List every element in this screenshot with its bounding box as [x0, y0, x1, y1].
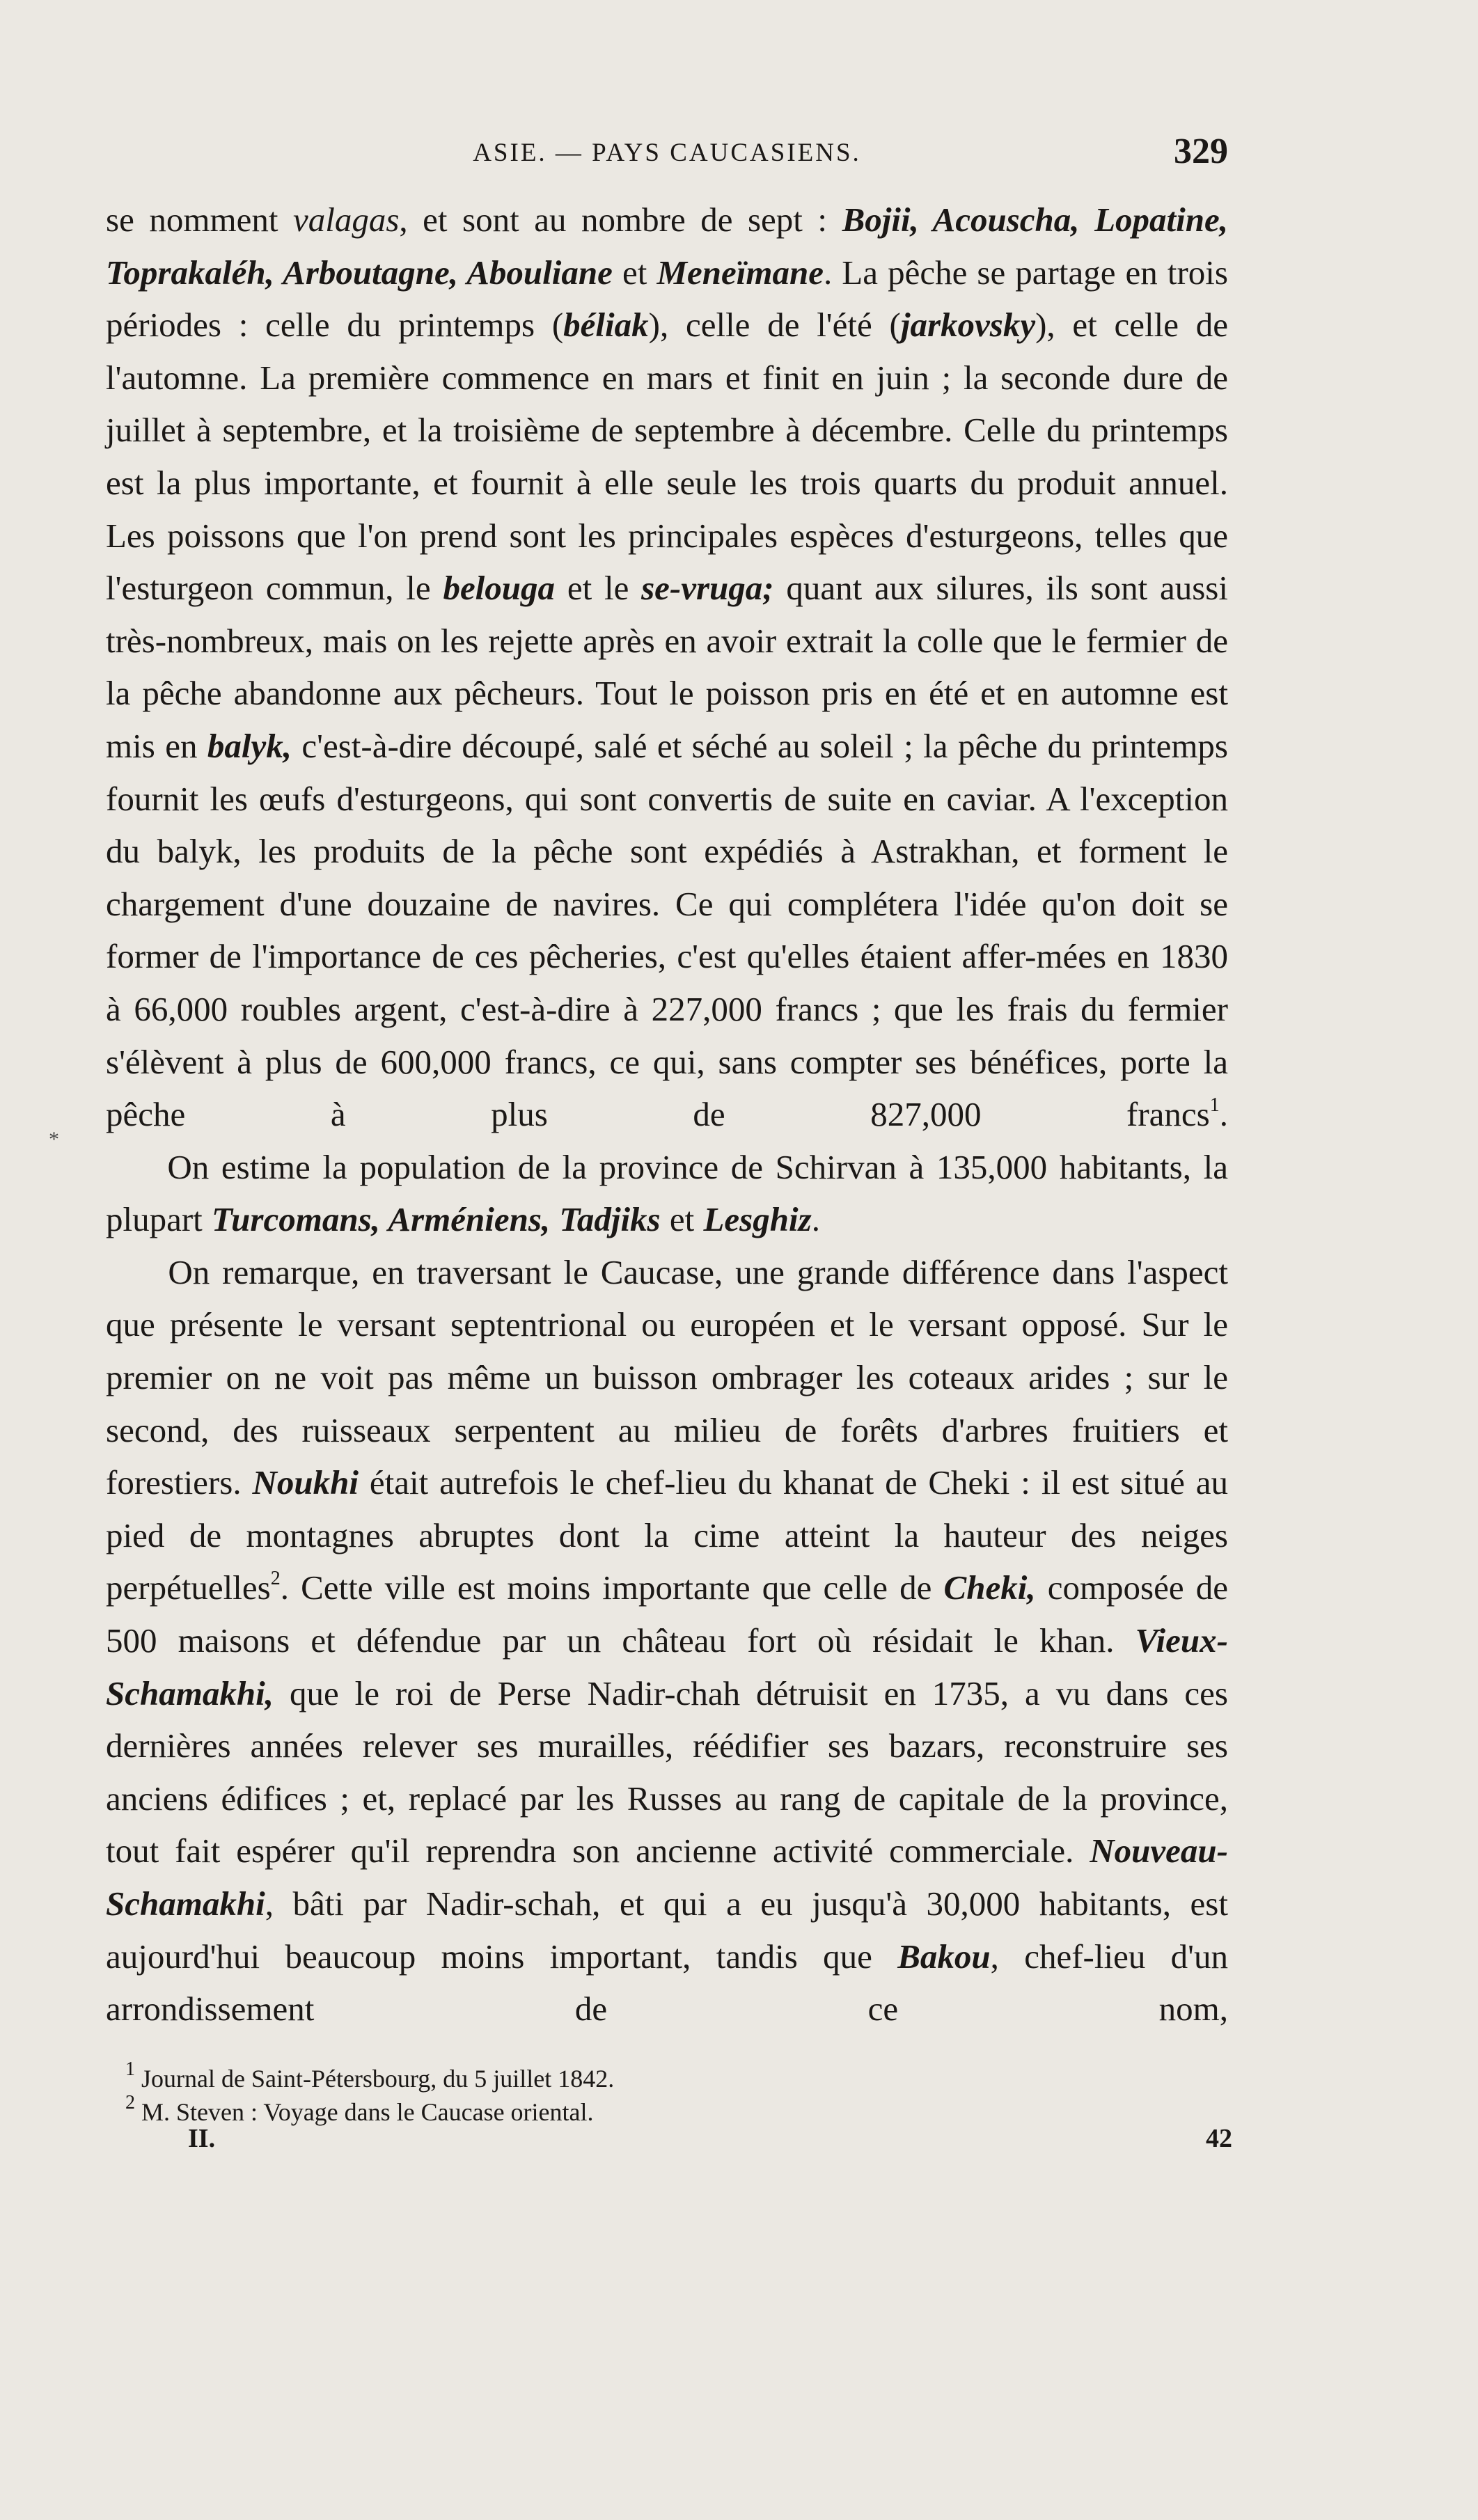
paragraph-2: [106, 1141, 1228, 1246]
text-run: , et sont au nombre de sept :: [399, 200, 842, 239]
text-run: et: [660, 1200, 704, 1239]
margin-mark: *: [49, 1128, 59, 1151]
fish-term: balyk,: [207, 726, 292, 765]
text-run: .: [1219, 1095, 1228, 1134]
text-run: ), et celle de l'automne. La première commence en mars et finit en juin ; la seconde dure de juillet à septembre, et la troisième de septembre à décembre. Celle du printemps est la plus importante, et fournit à elle seule les trois quarts du produit annuel. Les poissons que l'on prend sont les principales espèces d'esturgeons, telles que l'esturgeon commun, le: [106, 306, 1228, 608]
page-header: [106, 131, 1228, 180]
fishery-names: Bojii, Acouscha, Lopatine, Toprakaléh, Arboutagne, Abouliane: [106, 200, 1228, 292]
text-run: quant aux silures, ils sont aussi très-nombreux, mais on les rejette après en avoir extrait la colle que le fermier de la pêche abandonne aux pêcheurs. Tout le poisson pris en été et en automne est mis en: [106, 569, 1228, 765]
footnotes: [125, 2058, 1228, 2129]
text-run: composée de 500 maisons et défendue par un château fort où résidait le khan.: [106, 1568, 1228, 1660]
footnote-ref: 1: [1209, 1094, 1220, 1116]
paragraph-1: [106, 194, 1228, 1141]
fishery-name: Meneïmane: [657, 253, 824, 292]
footnote-1: [125, 2058, 1228, 2095]
fish-term: valagas: [292, 200, 400, 239]
paragraph-3: [106, 1246, 1228, 2035]
text-run: . Cette ville est moins importante que celle de: [280, 1568, 944, 1607]
text-run: On remarque, en traversant le Caucase, une grande différence dans l'aspect que présente le versant septentrional ou européen et le versant opposé. Sur le premier on ne voit pas même un buisson ombrager les coteaux arides ; sur le second, des ruisseaux serpentent au milieu de forêts d'arbres fruitiers et forestiers.: [106, 1252, 1229, 1502]
place-name: Bakou: [897, 1937, 991, 1976]
fish-term: se-vruga;: [641, 569, 774, 608]
text-run: . La pêche se partage en trois périodes : celle du printemps (: [106, 253, 1228, 345]
text-run: que le roi de Perse Nadir-chah détruisit en 1735, a vu dans ces dernières années relever ses murailles, réédifier ses bazars, reconstruire ses anciens édifices ; et, replacé par les Russes au rang de capitale de la province, tout fait espérer qu'il reprendra son ancienne activité commerciale.: [106, 1674, 1228, 1871]
footnote-text: M. Steven : Voyage dans le Caucase oriental.: [141, 2098, 594, 2126]
people-name: Lesghiz: [703, 1200, 812, 1239]
footnote-marker: 1: [125, 2058, 135, 2080]
text-run: se nomment: [106, 200, 293, 239]
season-term: béliak: [563, 306, 649, 345]
running-title: ASIE. — PAYS CAUCASIENS.: [473, 139, 861, 167]
place-name: Cheki,: [943, 1568, 1036, 1607]
text-run: et le: [555, 569, 642, 608]
signature-gathering: 42: [1206, 2124, 1232, 2153]
season-term: jarkovsky: [900, 306, 1036, 345]
place-name: Vieux-Schamakhi,: [106, 1621, 1228, 1712]
body-text: [106, 194, 1228, 2035]
printer-signature: [188, 2123, 1232, 2165]
text-run: ), celle de l'été (: [648, 306, 901, 345]
text-run: c'est-à-dire découpé, salé et séché au soleil ; la pêche du printemps fournit les œufs d'esturgeons, qui sont convertis de suite en caviar. A l'exception du balyk, les produits de la pêche sont expédiés à Astrakhan, et forment le chargement d'une douzaine de navires. Ce qui complétera l'idée qu'on doit se former de l'importance de ces pêcheries, c'est qu'elles étaient affer-mées en 1830 à 66,000 roubles argent, c'est-à-dire à 227,000 francs ; que les frais du fermier s'élèvent à plus de 600,000 francs, ce qui, sans compter ses bénéfices, porte la pêche à plus de 827,000 francs: [106, 726, 1228, 1134]
people-names: Turcomans, Arméniens, Tadjiks: [212, 1200, 661, 1239]
fish-term: belouga: [443, 569, 556, 608]
text-run: et: [612, 253, 657, 292]
page-number: 329: [1174, 132, 1228, 171]
footnote-marker: 2: [125, 2092, 135, 2113]
signature-volume: II.: [188, 2124, 216, 2153]
footnote-text: Journal de Saint-Pétersbourg, du 5 juillet 1842.: [141, 2065, 615, 2093]
place-name: Noukhi: [252, 1463, 359, 1502]
text-run: .: [811, 1200, 820, 1239]
footnote-ref: 2: [270, 1568, 281, 1590]
text-run: était autrefois le chef-lieu du khanat de Cheki : il est situé au pied de montagnes abruptes dont la cime atteint la hauteur des neiges perpétuelles: [106, 1463, 1228, 1607]
text-run: On estime la population de la province de Schirvan à 135,000 habitants, la plupart: [106, 1147, 1229, 1239]
place-name: Nouveau-Schamakhi: [106, 1832, 1228, 1923]
text-run: , bâti par Nadir-schah, et qui a eu jusqu'à 30,000 habitants, est aujourd'hui beaucoup moins important, tandis que: [106, 1884, 1228, 1976]
text-run: , chef-lieu d'un arrondissement de ce nom,: [106, 1937, 1229, 2029]
